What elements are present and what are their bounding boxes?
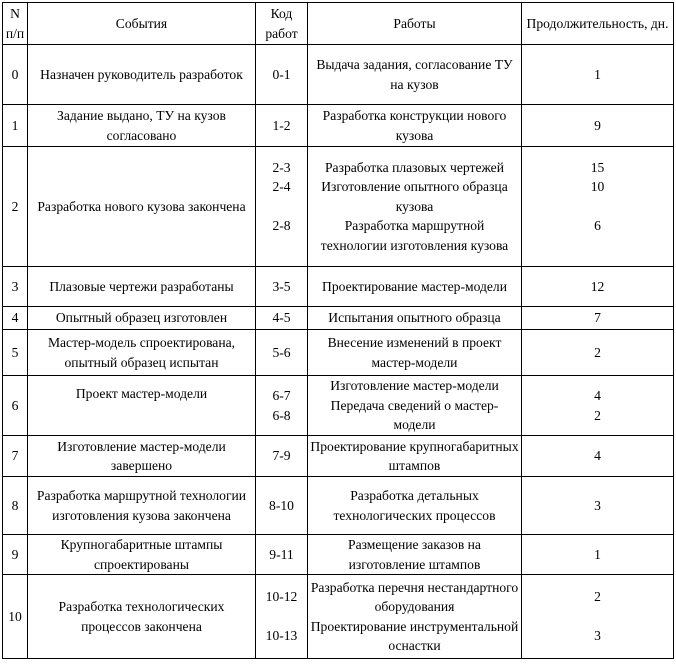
code-cell: 7-9 — [256, 436, 308, 477]
event-cell: Плазовые чертежи разработаны — [28, 267, 256, 307]
spacer — [258, 236, 305, 256]
work-cell — [308, 147, 522, 267]
header-row — [3, 3, 674, 45]
duration-cell — [522, 575, 674, 659]
work-cell: Выдача задания, согласование ТУ на кузов — [308, 45, 522, 105]
work-cell: Проектирование крупногабаритных штампов — [308, 436, 522, 477]
header-code: Код работ — [256, 3, 308, 45]
table-row — [3, 477, 674, 535]
table-row — [3, 267, 674, 307]
code-item: 10-12 — [265, 589, 298, 605]
table-row — [3, 535, 674, 575]
row-number: 6 — [3, 376, 28, 436]
table-row — [3, 307, 674, 330]
code-item: 2-8 — [272, 218, 291, 234]
spacer — [524, 197, 671, 217]
spacer — [524, 236, 671, 256]
code-cell — [256, 376, 308, 436]
duration-cell — [522, 376, 674, 436]
code-cell: 1-2 — [256, 105, 308, 147]
row-number: 2 — [3, 147, 28, 267]
duration-cell: 1 — [522, 45, 674, 105]
code-cell: 9-11 — [256, 535, 308, 575]
table-row — [3, 376, 674, 436]
work-cell: Размещение заказов на изготовление штампов — [308, 535, 522, 575]
work-item: Передача сведений о мастер-модели — [330, 397, 499, 433]
header-duration: Продолжительность, дн. — [522, 3, 674, 45]
event-cell: Назначен руководитель разработок — [28, 45, 256, 105]
work-cell: Испытания опытного образца — [308, 307, 522, 330]
spacer — [258, 607, 305, 627]
events-table — [2, 2, 674, 659]
header-num: N п/п — [3, 3, 28, 45]
event-cell: Разработка маршрутной технологии изготовления кузова закончена — [28, 477, 256, 535]
work-cell: Проектирование мастер-модели — [308, 267, 522, 307]
table-row — [3, 575, 674, 659]
code-cell: 8-10 — [256, 477, 308, 535]
code-cell: 0-1 — [256, 45, 308, 105]
work-item: Проектирование инструментальной оснастки — [310, 618, 519, 653]
code-cell: 5-6 — [256, 330, 308, 376]
work-item: Разработка плазовых чертежей — [324, 159, 504, 175]
duration-item: 2 — [594, 589, 601, 605]
row-number: 1 — [3, 105, 28, 147]
duration-item: 6 — [594, 218, 601, 234]
duration-cell — [522, 147, 674, 267]
row-number: 4 — [3, 307, 28, 330]
work-item: Разработка перечня нестандартного оборудования — [310, 579, 519, 614]
duration-cell: 9 — [522, 105, 674, 147]
duration-item: 3 — [594, 628, 601, 644]
duration-cell: 12 — [522, 267, 674, 307]
code-item: 6-7 — [272, 388, 291, 403]
event-cell: Крупногабаритные штампы спроектированы — [28, 535, 256, 575]
work-item: Изготовление мастер-модели — [330, 378, 499, 394]
work-item: Разработка маршрутной технологии изготовления кузова — [320, 218, 509, 253]
table-row — [3, 45, 674, 105]
row-number: 5 — [3, 330, 28, 376]
header-works: Работы — [308, 3, 522, 45]
duration-cell: 3 — [522, 477, 674, 535]
row-number: 7 — [3, 436, 28, 477]
spacer — [524, 607, 671, 627]
duration-item: 10 — [590, 179, 605, 195]
row-number: 3 — [3, 267, 28, 307]
work-cell: Внесение изменений в проект мастер-модели — [308, 330, 522, 376]
duration-item: 2 — [594, 407, 601, 423]
row-number: 10 — [3, 575, 28, 659]
code-cell: 4-5 — [256, 307, 308, 330]
code-cell — [256, 575, 308, 659]
work-cell — [308, 376, 522, 436]
code-item: 2-4 — [272, 179, 291, 195]
duration-item: 4 — [594, 388, 601, 403]
spacer — [258, 197, 305, 217]
table-row — [3, 436, 674, 477]
work-item: Изготовление опытного образца кузова — [321, 179, 508, 214]
work-cell: Разработка детальных технологических процессов — [308, 477, 522, 535]
work-cell: Разработка конструкции нового кузова — [308, 105, 522, 147]
header-events: События — [28, 3, 256, 45]
duration-cell: 1 — [522, 535, 674, 575]
table-row — [3, 330, 674, 376]
duration-cell: 7 — [522, 307, 674, 330]
event-cell: Опытный образец изготовлен — [28, 307, 256, 330]
code-item: 6-8 — [272, 407, 291, 423]
table-row — [3, 105, 674, 147]
table-row — [3, 147, 674, 267]
code-item: 10-13 — [265, 628, 298, 644]
event-cell: Задание выдано, ТУ на кузов согласовано — [28, 105, 256, 147]
row-number: 8 — [3, 477, 28, 535]
event-cell: Разработка технологических процессов закончена — [28, 575, 256, 659]
code-cell — [256, 147, 308, 267]
duration-cell: 2 — [522, 330, 674, 376]
duration-item: 15 — [590, 159, 605, 175]
row-number: 9 — [3, 535, 28, 575]
code-cell: 3-5 — [256, 267, 308, 307]
event-cell: Мастер-модель спроектирована, опытный образец испытан — [28, 330, 256, 376]
work-cell — [308, 575, 522, 659]
duration-cell: 4 — [522, 436, 674, 477]
event-cell: Изготовление мастер-модели завершено — [28, 436, 256, 477]
row-number: 0 — [3, 45, 28, 105]
code-item: 2-3 — [272, 159, 291, 175]
event-cell: Разработка нового кузова закончена — [28, 147, 256, 267]
event-cell: Проект мастер-модели — [28, 376, 256, 436]
